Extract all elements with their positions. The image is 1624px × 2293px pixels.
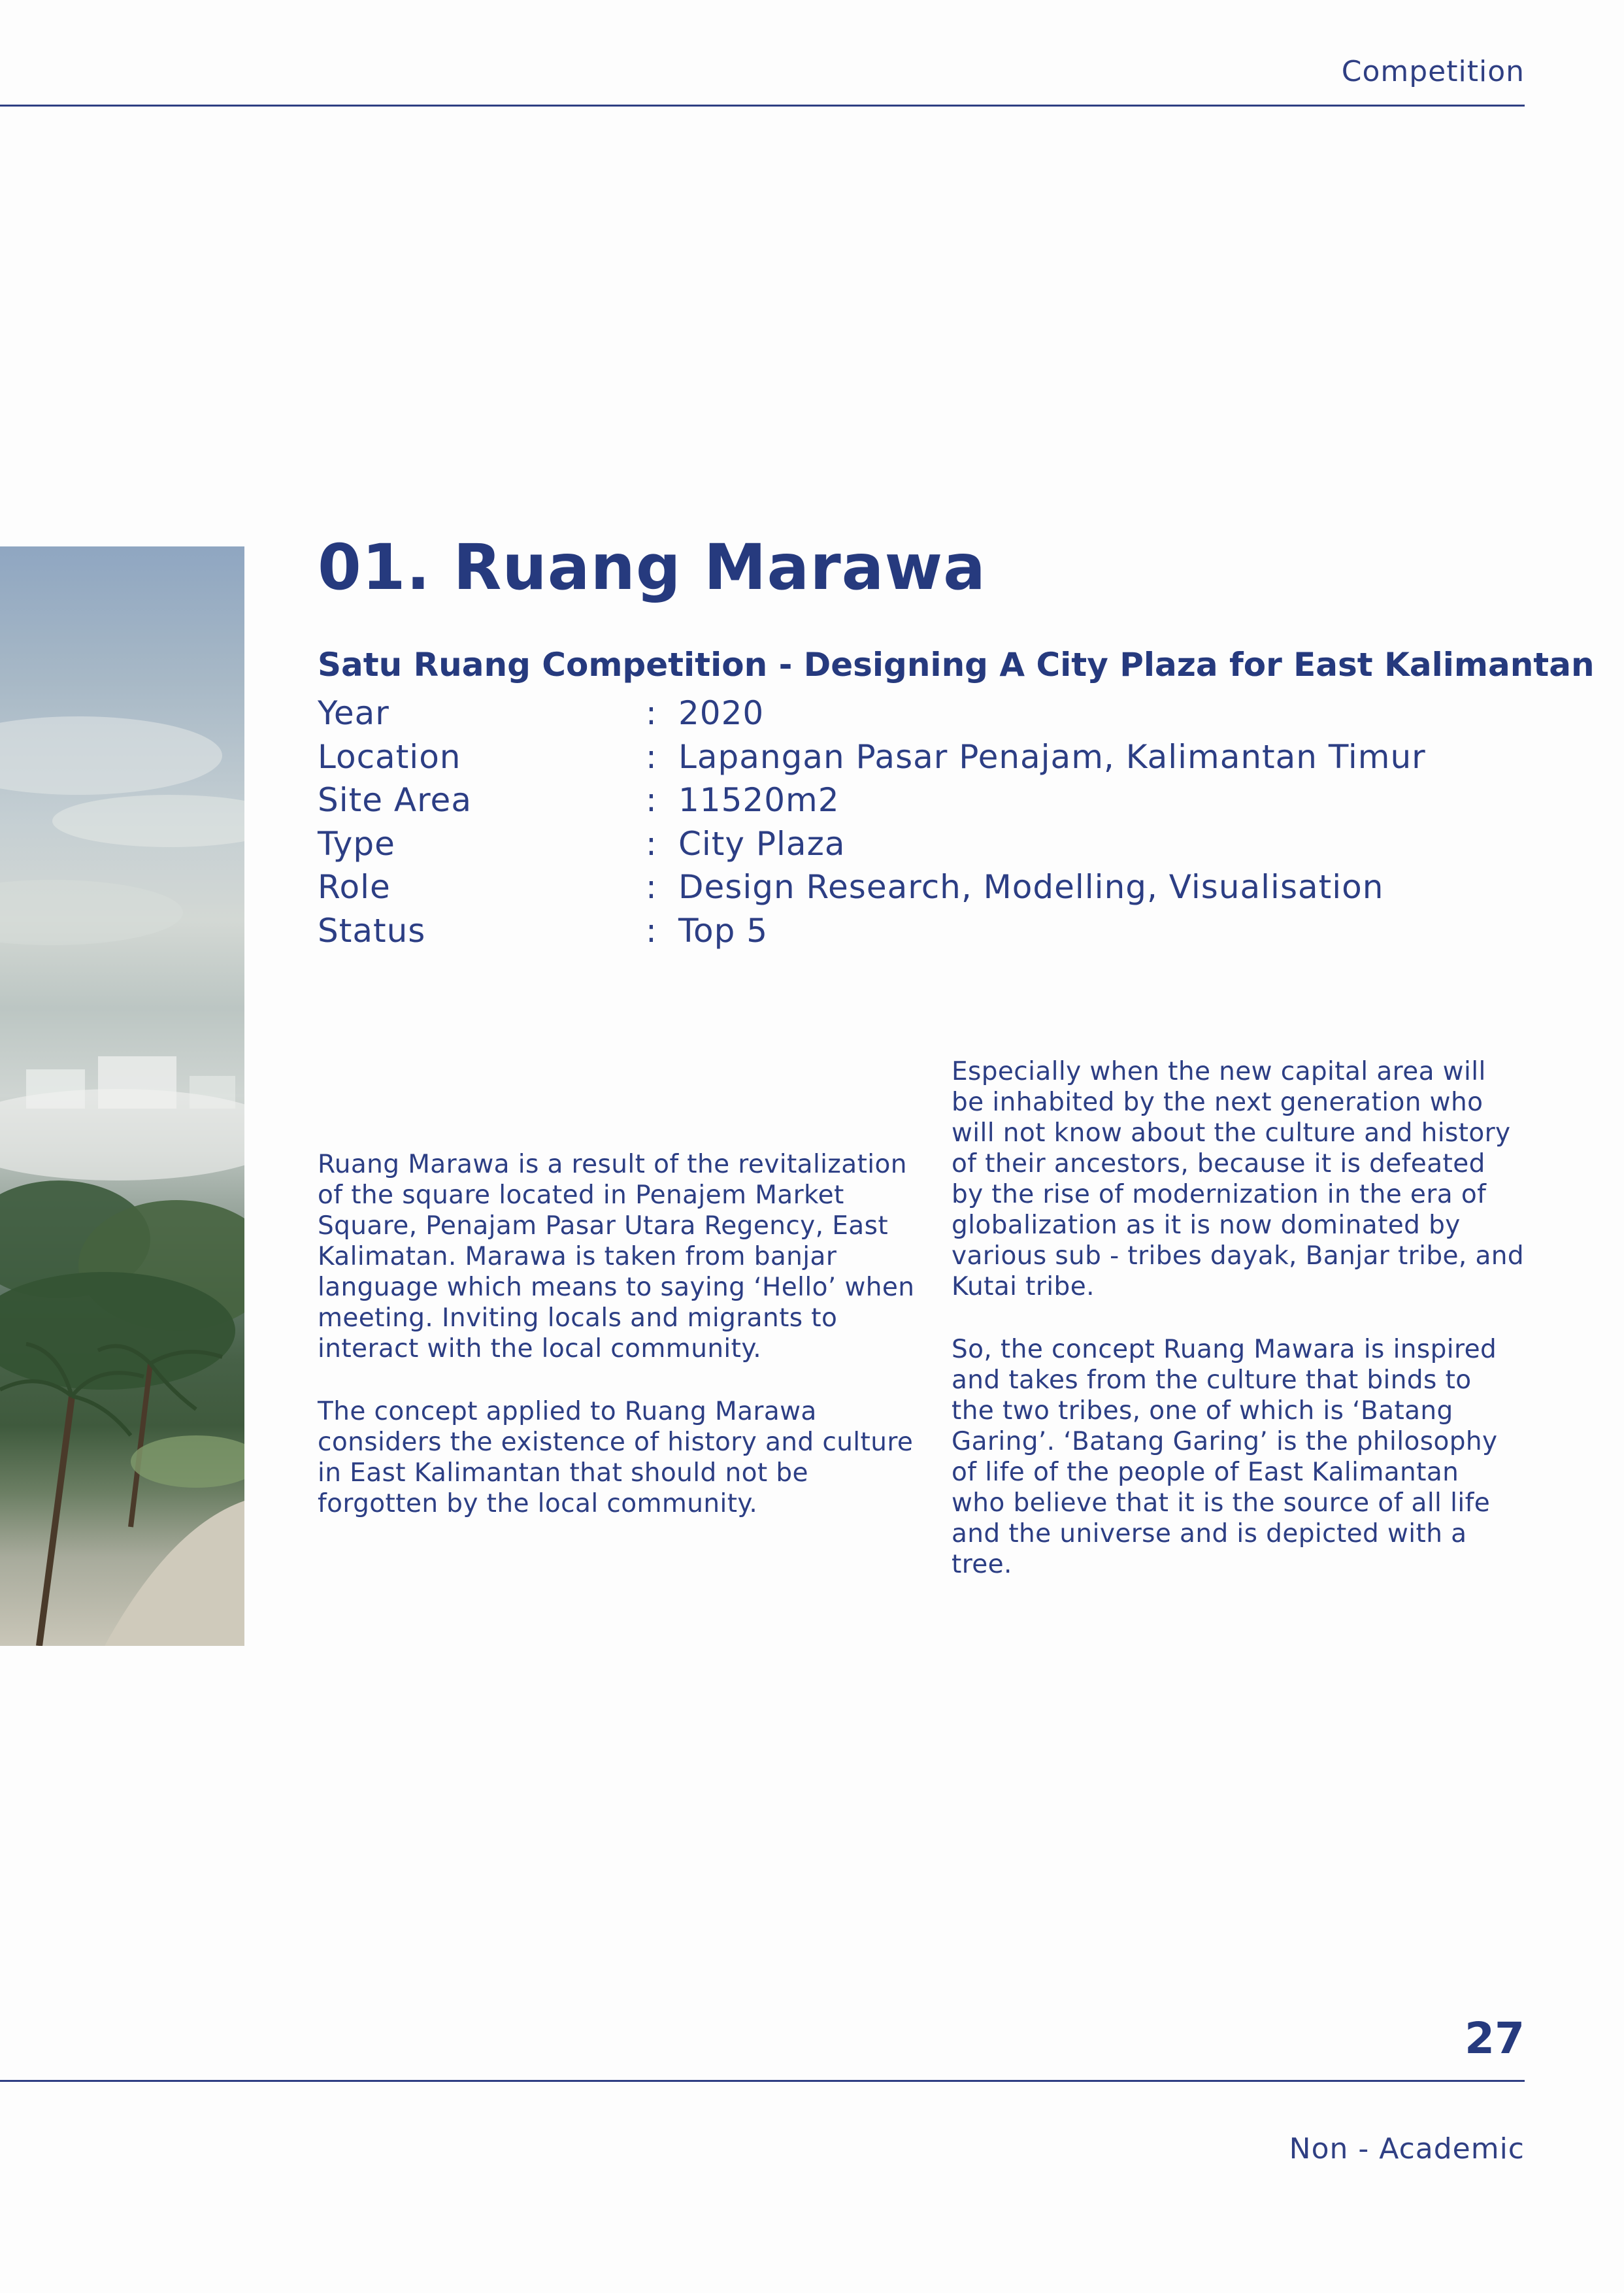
render-illustration (0, 546, 244, 1646)
detail-separator: : (646, 781, 657, 820)
detail-separator: : (646, 911, 657, 950)
detail-value: 11520m2 (678, 781, 840, 820)
category-label: Non - Academic (1289, 2132, 1525, 2166)
detail-separator: : (646, 824, 657, 863)
detail-value: Lapangan Pasar Penajam, Kalimantan Timur (678, 737, 1426, 776)
detail-value: City Plaza (678, 824, 846, 863)
detail-row-type (318, 822, 1494, 866)
detail-label: Type (318, 824, 395, 863)
detail-label: Site Area (318, 781, 472, 820)
project-title: 01. Ruang Marawa (318, 531, 986, 604)
detail-separator: : (646, 868, 657, 907)
footer-rule (0, 2080, 1525, 2082)
section-label: Competition (1341, 55, 1525, 88)
detail-row-year (318, 692, 1494, 735)
detail-label: Location (318, 737, 461, 776)
detail-label: Role (318, 868, 391, 907)
body-paragraph-context: Especially when the new capital area will be inhabited by the next generation who will not know about the culture and history of their ancestors, because it is defeated by the rise of modernization in the era of globalization as it is now dominated by various sub - tribes dayak, Banjar tribe, and Kutai tribe. (952, 1057, 1525, 1301)
detail-separator: : (646, 737, 657, 776)
detail-label: Year (318, 694, 389, 733)
detail-value: Top 5 (678, 911, 769, 950)
body-paragraph-philosophy: So, the concept Ruang Mawara is inspired and takes from the culture that binds to the two tribes, one of which is ‘Batang Garing’. ‘Batang Garing’ is the philosophy of life of the people of East Kalimantan who believe that it is the source of all life and the universe and is depicted with a tree. (952, 1335, 1498, 1579)
detail-label: Status (318, 911, 426, 950)
body-paragraph-concept: The concept applied to Ruang Marawa considers the existence of history and culture in East Kalimantan that should not be forgotten by the local community. (318, 1397, 914, 1518)
detail-value: Design Research, Modelling, Visualisation (678, 868, 1384, 907)
detail-row-status (318, 909, 1494, 953)
detail-row-role (318, 865, 1494, 909)
project-subtitle: Satu Ruang Competition - Designing A City Plaza for East Kalimantan (318, 646, 1595, 684)
project-details (318, 692, 1494, 952)
page-number: 27 (1465, 2013, 1525, 2064)
detail-row-site-area (318, 778, 1494, 822)
detail-separator: : (646, 694, 657, 733)
detail-value: 2020 (678, 694, 765, 733)
body-paragraph-intro: Ruang Marawa is a result of the revitalization of the square located in Penajem Market Square, Penajam Pasar Utara Regency, East Kalimatan. Marawa is taken from banjar language which means to saying ‘Hello’ when meeting. Inviting locals and migrants to interact with the local community. (318, 1150, 915, 1364)
detail-row-location (318, 735, 1494, 779)
header-rule (0, 105, 1525, 107)
project-render-image (0, 546, 244, 1646)
